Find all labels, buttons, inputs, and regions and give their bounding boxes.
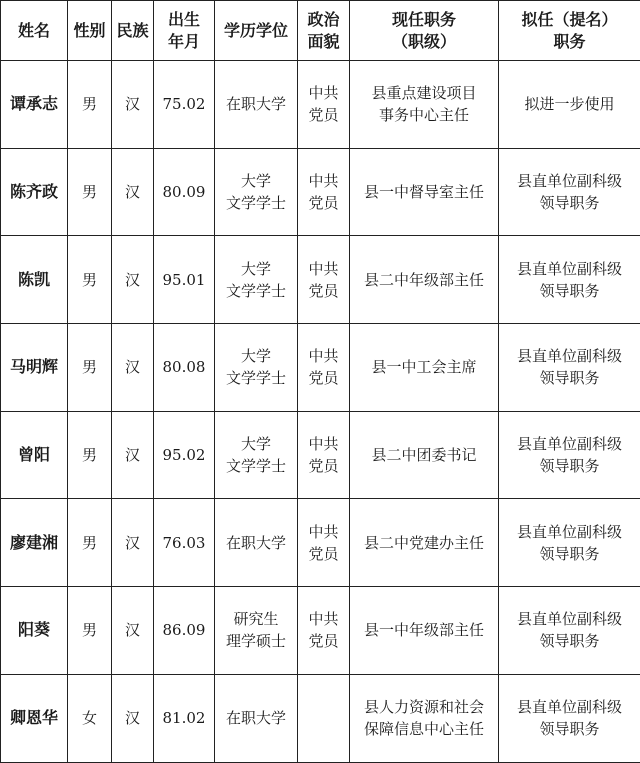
- cell-politics-line: 党员: [302, 192, 345, 214]
- header-proposed-position: [499, 1, 640, 61]
- table-row: [1, 236, 640, 324]
- cell-proposed-position: [499, 499, 640, 587]
- cell-name: 廖建湘: [1, 499, 68, 587]
- cell-education-line: 文学学士: [219, 367, 293, 389]
- cell-politics-line: 党员: [302, 367, 345, 389]
- cell-proposed-position-line: 领导职务: [503, 630, 636, 652]
- cell-proposed-position-line: 县直单位副科级: [503, 521, 636, 543]
- cell-ethnicity: 汉: [112, 674, 154, 762]
- cell-birth: 86.09: [154, 587, 215, 675]
- header-proposed-line1: 拟任（提名）: [503, 9, 636, 31]
- cell-name: 阳葵: [1, 587, 68, 675]
- cell-ethnicity: 汉: [112, 587, 154, 675]
- cell-politics-line: 中共: [302, 258, 345, 280]
- cell-ethnicity: 汉: [112, 236, 154, 324]
- cell-gender: 男: [68, 499, 112, 587]
- table-row: [1, 324, 640, 412]
- cell-politics: [298, 236, 350, 324]
- cell-politics: [298, 61, 350, 149]
- cell-gender: 女: [68, 674, 112, 762]
- header-politics: [298, 1, 350, 61]
- cell-education: [215, 411, 298, 499]
- cell-gender: 男: [68, 324, 112, 412]
- cell-proposed-position: [499, 148, 640, 236]
- cell-birth: 75.02: [154, 61, 215, 149]
- cell-politics-line: 中共: [302, 608, 345, 630]
- table-row: [1, 587, 640, 675]
- cell-education: [215, 324, 298, 412]
- cell-current-position: [350, 61, 499, 149]
- cell-politics: [298, 411, 350, 499]
- cell-politics-line: 中共: [302, 521, 345, 543]
- cell-education: [215, 61, 298, 149]
- cell-birth: 95.02: [154, 411, 215, 499]
- table-row: [1, 499, 640, 587]
- header-birth-line1: 出生: [158, 9, 210, 31]
- cell-education-line: 在职大学: [219, 532, 293, 554]
- cell-current-position-line: 县一中督导室主任: [354, 181, 494, 203]
- cell-current-position-line: 县一中工会主席: [354, 356, 494, 378]
- cell-gender: 男: [68, 411, 112, 499]
- cell-gender: 男: [68, 236, 112, 324]
- cell-current-position: [350, 411, 499, 499]
- cell-proposed-position-line: 县直单位副科级: [503, 696, 636, 718]
- cell-politics-line: 党员: [302, 630, 345, 652]
- cell-current-position-line: 事务中心主任: [354, 104, 494, 126]
- header-birth: [154, 1, 215, 61]
- header-current-line1: 现任职务: [354, 9, 494, 31]
- cell-name: 卿恩华: [1, 674, 68, 762]
- header-row: [1, 1, 640, 61]
- cell-current-position: [350, 674, 499, 762]
- cell-current-position-line: 县二中年级部主任: [354, 269, 494, 291]
- cell-education-line: 文学学士: [219, 280, 293, 302]
- cell-politics: [298, 148, 350, 236]
- cell-education: [215, 587, 298, 675]
- cell-education-line: 理学硕士: [219, 630, 293, 652]
- cell-current-position-line: 县重点建设项目: [354, 82, 494, 104]
- cell-proposed-position: [499, 61, 640, 149]
- cell-ethnicity: 汉: [112, 148, 154, 236]
- cell-current-position-line: 县二中团委书记: [354, 444, 494, 466]
- table-body: [1, 61, 640, 763]
- cell-proposed-position: [499, 236, 640, 324]
- cell-current-position-line: 县人力资源和社会: [354, 696, 494, 718]
- cell-birth: 76.03: [154, 499, 215, 587]
- cell-gender: 男: [68, 587, 112, 675]
- cell-proposed-position-line: 县直单位副科级: [503, 608, 636, 630]
- cell-politics: [298, 499, 350, 587]
- cell-birth: 95.01: [154, 236, 215, 324]
- cell-education: [215, 236, 298, 324]
- table-row: [1, 148, 640, 236]
- cell-proposed-position: [499, 324, 640, 412]
- table-row: [1, 674, 640, 762]
- cell-current-position-line: 县二中党建办主任: [354, 532, 494, 554]
- cell-current-position: [350, 324, 499, 412]
- cell-education: [215, 499, 298, 587]
- table-row: [1, 411, 640, 499]
- header-birth-line2: 年月: [158, 31, 210, 53]
- cell-proposed-position-line: 县直单位副科级: [503, 258, 636, 280]
- cell-education-line: 文学学士: [219, 192, 293, 214]
- cell-politics-line: 党员: [302, 455, 345, 477]
- cell-name: 陈齐政: [1, 148, 68, 236]
- table-row: [1, 61, 640, 149]
- header-current-position: [350, 1, 499, 61]
- cell-education-line: 大学: [219, 170, 293, 192]
- header-ethnicity: 民族: [112, 1, 154, 61]
- header-politics-line2: 面貌: [302, 31, 345, 53]
- cell-education-line: 大学: [219, 433, 293, 455]
- cell-proposed-position-line: 领导职务: [503, 367, 636, 389]
- cell-education-line: 在职大学: [219, 707, 293, 729]
- cell-birth: 80.08: [154, 324, 215, 412]
- cell-politics: [298, 587, 350, 675]
- cell-ethnicity: 汉: [112, 411, 154, 499]
- header-proposed-line2: 职务: [503, 31, 636, 53]
- cell-politics-line: 中共: [302, 345, 345, 367]
- cell-proposed-position-line: 县直单位副科级: [503, 433, 636, 455]
- cell-education: [215, 148, 298, 236]
- cell-current-position: [350, 236, 499, 324]
- cell-proposed-position: [499, 587, 640, 675]
- cell-gender: 男: [68, 61, 112, 149]
- cell-education-line: 文学学士: [219, 455, 293, 477]
- cell-politics: [298, 324, 350, 412]
- cell-current-position-line: 保障信息中心主任: [354, 718, 494, 740]
- cell-politics-line: 中共: [302, 82, 345, 104]
- cell-education: [215, 674, 298, 762]
- cell-current-position: [350, 587, 499, 675]
- cell-politics-line: 党员: [302, 280, 345, 302]
- cell-proposed-position-line: 领导职务: [503, 718, 636, 740]
- header-name: 姓名: [1, 1, 68, 61]
- cell-education-line: 大学: [219, 345, 293, 367]
- cell-education-line: 在职大学: [219, 93, 293, 115]
- cell-proposed-position: [499, 411, 640, 499]
- cell-name: 谭承志: [1, 61, 68, 149]
- cell-politics: [298, 674, 350, 762]
- cell-proposed-position-line: 领导职务: [503, 543, 636, 565]
- cell-proposed-position-line: 拟进一步使用: [503, 93, 636, 115]
- cell-ethnicity: 汉: [112, 499, 154, 587]
- cell-birth: 80.09: [154, 148, 215, 236]
- cell-politics-line: 中共: [302, 433, 345, 455]
- cell-politics-line: 党员: [302, 104, 345, 126]
- header-education: 学历学位: [215, 1, 298, 61]
- cell-current-position-line: 县一中年级部主任: [354, 619, 494, 641]
- cell-name: 陈凯: [1, 236, 68, 324]
- cell-education-line: 大学: [219, 258, 293, 280]
- cell-ethnicity: 汉: [112, 324, 154, 412]
- cell-politics-line: 中共: [302, 170, 345, 192]
- cell-ethnicity: 汉: [112, 61, 154, 149]
- cell-education-line: 研究生: [219, 608, 293, 630]
- cell-proposed-position-line: 领导职务: [503, 280, 636, 302]
- cell-name: 曾阳: [1, 411, 68, 499]
- cell-politics-line: 党员: [302, 543, 345, 565]
- cell-gender: 男: [68, 148, 112, 236]
- header-politics-line1: 政治: [302, 9, 345, 31]
- cell-birth: 81.02: [154, 674, 215, 762]
- cell-current-position: [350, 499, 499, 587]
- header-current-line2: （职级）: [354, 31, 494, 53]
- cell-proposed-position-line: 县直单位副科级: [503, 345, 636, 367]
- cell-proposed-position-line: 县直单位副科级: [503, 170, 636, 192]
- header-gender: 性别: [68, 1, 112, 61]
- cell-current-position: [350, 148, 499, 236]
- cell-name: 马明辉: [1, 324, 68, 412]
- cell-proposed-position: [499, 674, 640, 762]
- cell-proposed-position-line: 领导职务: [503, 192, 636, 214]
- cell-proposed-position-line: 领导职务: [503, 455, 636, 477]
